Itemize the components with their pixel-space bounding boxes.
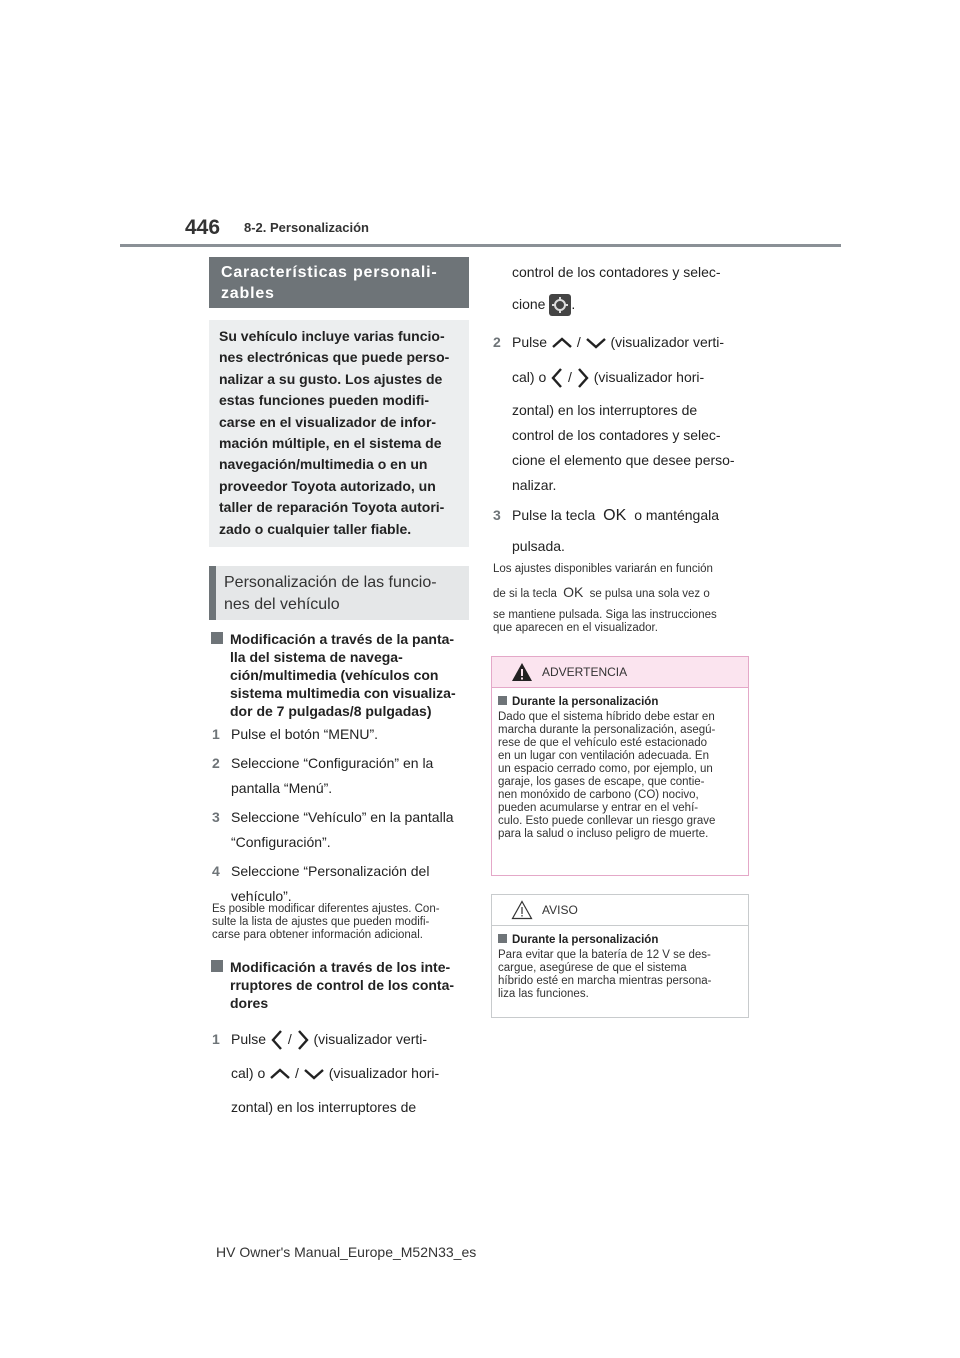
notice-box bbox=[491, 894, 749, 1018]
slash: / bbox=[576, 334, 581, 350]
subheading-meter-switches bbox=[211, 958, 473, 1012]
step-item bbox=[493, 500, 755, 561]
step-number: 3 bbox=[212, 809, 220, 825]
warning-line: rese de que el vehículo esté estacionado bbox=[498, 737, 708, 749]
note-line: se pulsa una sola vez o bbox=[589, 588, 710, 600]
chevron-right-icon bbox=[576, 367, 590, 389]
warning-title: ADVERTENCIA bbox=[542, 665, 628, 679]
intro-line: carse en el visualizador de infor- bbox=[219, 413, 437, 430]
step-text: control de los contadores y selec- bbox=[512, 264, 721, 280]
warning-line: garaje, los gases de escape, que contie- bbox=[498, 776, 705, 788]
notice-line: cargue, asegúrese de que el sistema bbox=[498, 962, 687, 974]
notice-header bbox=[492, 895, 748, 926]
notice-line: liza las funciones. bbox=[498, 988, 589, 1000]
step-text: nalizar. bbox=[512, 477, 557, 493]
subheading-line: lla del sistema de navega- bbox=[230, 649, 403, 665]
warning-box bbox=[491, 656, 749, 876]
intro-line: mación múltiple, en el sistema de bbox=[219, 435, 442, 452]
slash: / bbox=[568, 369, 572, 385]
step-text: cione el elemento que desee perso- bbox=[512, 452, 735, 468]
warning-triangle-icon bbox=[511, 662, 533, 682]
step-text: cal) o bbox=[231, 1065, 266, 1081]
note-ok-key bbox=[493, 563, 755, 635]
step-text: Seleccione “Vehículo” en la pantalla bbox=[231, 809, 454, 825]
subheading-line: dores bbox=[230, 995, 269, 1011]
square-bullet-icon bbox=[498, 696, 507, 705]
chevron-up-icon bbox=[269, 1067, 291, 1081]
footer-manual-id: HV Owner's Manual_Europe_M52N33_es bbox=[216, 1244, 477, 1260]
note-line: se mantiene pulsada. Siga las instrucciones bbox=[493, 609, 717, 621]
step-item bbox=[493, 328, 755, 498]
caution-triangle-icon bbox=[511, 900, 533, 920]
step-item bbox=[212, 1022, 474, 1124]
subheading-line: ción/multimedia (vehículos con bbox=[230, 667, 439, 683]
step-number: 2 bbox=[212, 755, 220, 771]
chevron-up-icon bbox=[551, 336, 573, 350]
note-line: Es posible modificar diferentes ajustes. Con- bbox=[212, 903, 440, 915]
intro-line: nes electrónicas que puede perso- bbox=[219, 349, 450, 366]
warning-line: para la salud o incluso peligro de muerte. bbox=[498, 828, 709, 840]
step-item bbox=[212, 805, 474, 830]
step-number: 1 bbox=[212, 1031, 220, 1047]
slash: / bbox=[295, 1065, 299, 1081]
heading-text: Características personali-zables bbox=[221, 264, 438, 302]
step-text: zontal) en los interruptores de bbox=[512, 402, 698, 418]
header-rule bbox=[120, 244, 841, 247]
chevron-down-icon bbox=[303, 1067, 325, 1081]
square-bullet-icon bbox=[211, 960, 223, 972]
step-text: “Configuración”. bbox=[231, 834, 331, 850]
notice-title: AVISO bbox=[542, 903, 578, 917]
warning-line: un espacio cerrado como, por ejemplo, un bbox=[498, 763, 713, 775]
warning-line: nen monóxido de carbono (CO) nocivo, bbox=[498, 789, 699, 801]
note-line: de si la tecla bbox=[493, 588, 557, 600]
warning-line: culo. Esto puede conllevar un riesgo grave bbox=[498, 815, 716, 827]
warning-subheading bbox=[498, 696, 748, 708]
intro-box bbox=[209, 320, 469, 547]
step-text: (visualizador hori- bbox=[593, 369, 705, 385]
step-text: Pulse bbox=[231, 1031, 267, 1047]
steps-list-multimedia bbox=[212, 722, 474, 909]
notice-text bbox=[498, 949, 742, 1001]
note-line: Los ajustes disponibles variarán en función bbox=[493, 563, 713, 575]
subheading-line: sistema multimedia con visualiza- bbox=[230, 685, 456, 701]
heading-customizable-features bbox=[209, 257, 469, 308]
step-text: control de los contadores y selec- bbox=[512, 427, 721, 443]
step-text: (visualizador verti- bbox=[610, 334, 725, 350]
intro-line: Su vehículo incluye varias funcio- bbox=[219, 328, 445, 344]
step-text: Pulse el botón “MENU”. bbox=[231, 726, 379, 742]
subheading-line: dor de 7 pulgadas/8 pulgadas) bbox=[230, 703, 432, 719]
warning-text bbox=[498, 711, 742, 841]
step-number: 3 bbox=[493, 507, 501, 523]
step-item bbox=[212, 722, 474, 747]
notice-subheading bbox=[498, 934, 748, 946]
subheading-text: Durante la personalización bbox=[512, 696, 659, 708]
note-settings bbox=[212, 903, 474, 942]
note-line: que aparecen en el visualizador. bbox=[493, 622, 658, 634]
chevron-left-icon bbox=[550, 367, 564, 389]
ok-key-icon: OK bbox=[563, 584, 584, 600]
warning-line: marcha durante la personalización, asegú- bbox=[498, 724, 716, 736]
step-text: (visualizador verti- bbox=[313, 1031, 428, 1047]
step-text: Seleccione “Configuración” en la bbox=[231, 755, 434, 771]
step-text: pulsada. bbox=[512, 538, 565, 554]
section-title: 8-2. Personalización bbox=[244, 220, 369, 235]
warning-line: en un lugar con ventilación adecuada. En bbox=[498, 750, 709, 762]
warning-line: Dado que el sistema híbrido debe estar en bbox=[498, 711, 715, 723]
step-continuation bbox=[493, 257, 755, 319]
subheading-text: Durante la personalización bbox=[512, 934, 659, 946]
intro-line: taller de reparación Toyota autori- bbox=[219, 499, 445, 516]
step-number: 2 bbox=[493, 334, 501, 350]
ok-key-icon: OK bbox=[603, 507, 627, 524]
intro-line: navegación/multimedia o en un bbox=[219, 456, 428, 473]
step-text: pantalla “Menú”. bbox=[231, 780, 333, 796]
intro-line: proveedor Toyota autorizado, un bbox=[219, 477, 436, 494]
square-bullet-icon bbox=[498, 934, 507, 943]
chevron-right-icon bbox=[296, 1029, 310, 1051]
subheading-line: Modificación a través de la panta- bbox=[230, 631, 455, 647]
chevron-down-icon bbox=[585, 336, 607, 350]
note-line: carse para obtener información adicional. bbox=[212, 929, 423, 941]
step-text: cal) o bbox=[512, 369, 547, 385]
intro-line: estas funciones pueden modifi- bbox=[219, 392, 430, 409]
subheading-multimedia bbox=[211, 630, 473, 720]
step-number: 1 bbox=[212, 726, 220, 742]
gear-icon bbox=[549, 294, 571, 316]
square-bullet-icon bbox=[211, 632, 223, 644]
slash: / bbox=[287, 1031, 292, 1047]
note-line: sulte la lista de ajustes que pueden modifi- bbox=[212, 916, 430, 928]
step-text: Pulse bbox=[512, 334, 548, 350]
notice-line: Para evitar que la batería de 12 V se des- bbox=[498, 949, 711, 961]
step-text: (visualizador hori- bbox=[328, 1065, 440, 1081]
intro-line: zado o cualquier taller fiable. bbox=[219, 520, 412, 537]
subheading-line: rruptores de control de los conta- bbox=[230, 977, 455, 993]
step-text: o manténgala bbox=[634, 507, 720, 523]
period: . bbox=[571, 296, 576, 312]
subheading-line: Modificación a través de los inte- bbox=[230, 959, 451, 975]
step-number: 4 bbox=[212, 863, 220, 879]
step-text: Seleccione “Personalización del bbox=[231, 863, 430, 879]
step-text: cione bbox=[512, 296, 546, 312]
step-item bbox=[212, 751, 474, 776]
notice-line: híbrido esté en marcha mientras persona- bbox=[498, 975, 712, 987]
step-text: Pulse la tecla bbox=[512, 507, 596, 523]
warning-header bbox=[492, 657, 748, 688]
step-item bbox=[212, 859, 474, 884]
page-number: 446 bbox=[185, 216, 221, 239]
intro-line: nalizar a su gusto. Los ajustes de bbox=[219, 370, 443, 387]
warning-line: pueden acumularse y entrar en el vehí- bbox=[498, 802, 699, 814]
step-text: zontal) en los interruptores de bbox=[231, 1099, 417, 1115]
heading-text: Personalización de las funcio-nes del vehículo bbox=[224, 574, 437, 613]
heading-vehicle-customization bbox=[209, 566, 469, 620]
step-text: vehículo”. bbox=[231, 888, 292, 904]
chevron-left-icon bbox=[270, 1029, 284, 1051]
